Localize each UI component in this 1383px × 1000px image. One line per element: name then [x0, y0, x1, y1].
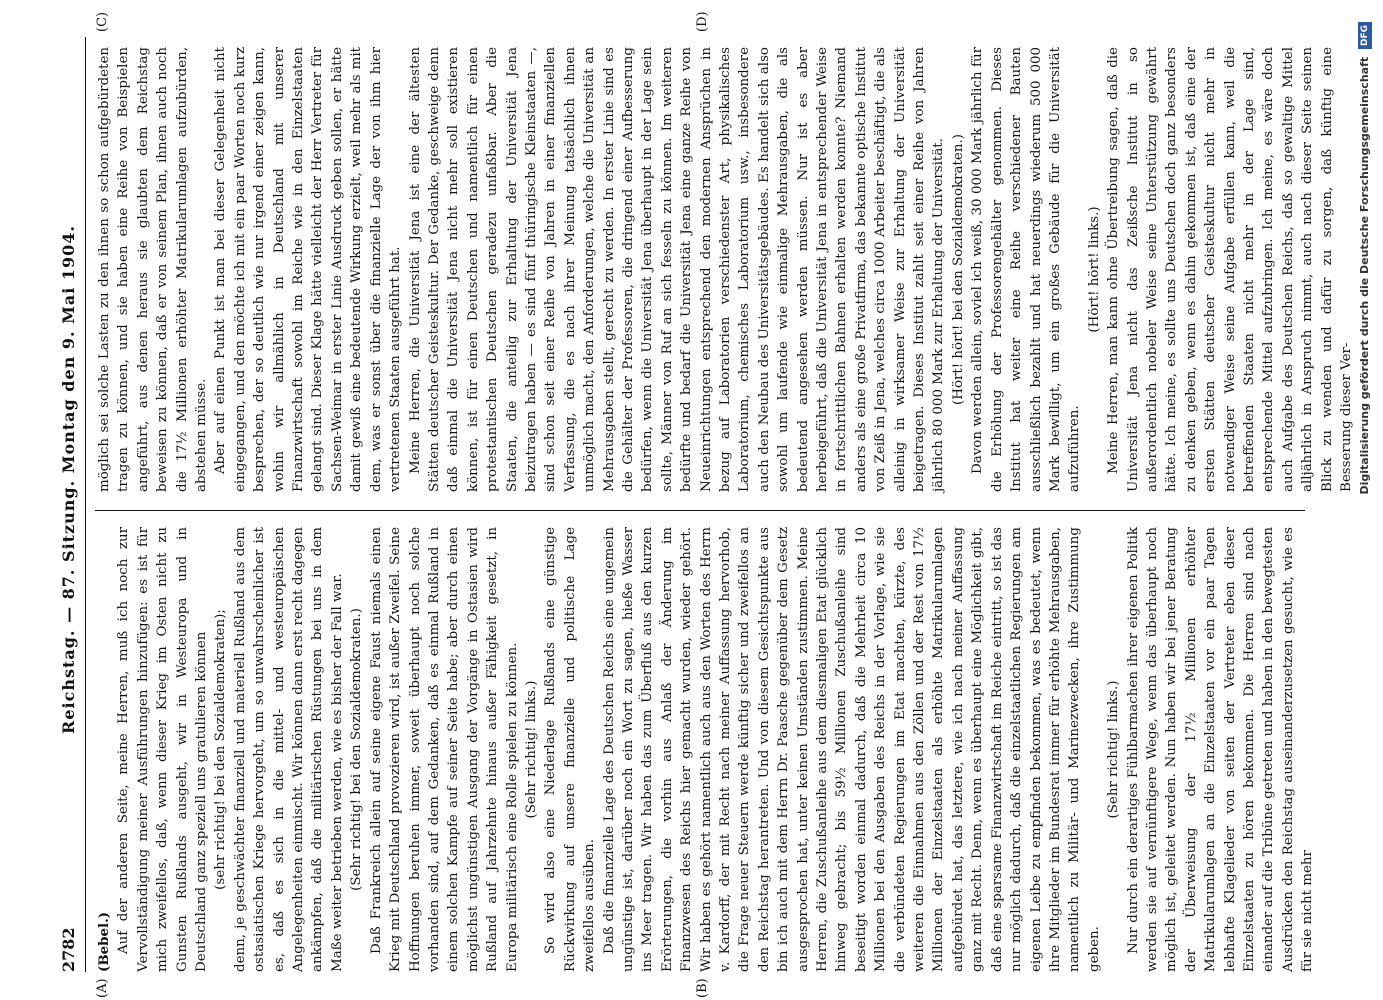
running-header: [55, 37, 83, 972]
interjection: (Hört! hört! bei den Sozialdemokraten.): [950, 134, 966, 405]
margin-letter-a: (A): [95, 978, 110, 998]
interjection: (Sehr richtig! links.): [1106, 680, 1122, 819]
page-number: 2782: [59, 927, 78, 972]
header-rule: [85, 37, 86, 972]
paragraph: Aber auf einen Punkt ist man bei dieser Gelegenheit nicht eingegangen, und den möchte ich mit ein paar Worten noch kurz besprechen, der so deutlich wie nur irgend einer zeigen kann, wohin wir allmählich in Deutschland mit unserer Finanzwirtschaft sowohl im Reiche wie in den Einzelstaaten gelangt sind. Dieser Klage hätte vielleicht der Herr Vertreter für Sachsen-Weimar in erster Linie Ausdruck geben sollen, er hätte damit gewiß eine bedeutende Wirkung erzielt, weil mehr als mit dem, was er sonst über die finanzielle Lage der von ihm hier vertretenen Staaten ausgeführt hat.: [213, 47, 404, 492]
paragraph: Auf der anderen Seite, meine Herren, muß ich noch zur Vervollständigung meiner Ausführungen hinzufügen: es ist für mich zweifellos, daß, wenn dieser Krieg im Osten nicht zu Gunsten Rußlands ausgeht, wir in Westeuropa und in Deutschland ganz speziell uns gratulieren können: [116, 527, 210, 972]
dfg-logo: DFG: [1358, 22, 1372, 49]
paragraph: Daß die finanzielle Lage des Deutschen Reichs eine ungemein ungünstige ist, darüber noch ein Wort zu sagen, hieße Wasser ins Meer tragen. Wir haben das zum Überfluß aus den kurzen Erörterungen, die vorhin aus Anlaß der Änderung im Finanzwesen des Reichs hier gemacht wurden, wieder gehört. Wir haben es gehört namentlich auch aus den Worten des Herrn v. Kardorff, der mit Recht nach meiner Auffassung hervorhob, die Frage neuer Steuern werde künftig sicher und zweifellos an den Reichstag herantreten. Und von diesem Gesichtspunkte aus bin ich auch mit dem Herrn Dr. Paasche gegenüber dem Gesetz ausgesprochen hat, unter keinen Umständen zustimmen. Meine Herren, die Zuschußanleihe aus dem diesmaligen Etat glücklich hinweg gebracht; bis 59½ Millionen Zuschußanleihe sind beseitigt worden einmal dadurch, daß die Mehrheit circa 10 Millionen bei den Ausgaben des Reichs in der Vorlage, wie sie die verbündeten Regierungen im Etat machten, kürzte, des weiteren die Einnahmen aus den Zöllen und der Rest von 17½ Millionen der Einzelstaaten als erhöhte Matrikularumlagen aufgebürdet hat, das letztere, wie ich nach meiner Auffassung ganz mit Recht. Denn, wenn es überhaupt eine Möglichkeit gibt, daß eine sparsame Finanzwirtschaft im Reiche eintritt, so ist das nur möglich dadurch, daß die einzelstaatlichen Regierungen am eigenen Leibe zu empfinden bekommen, was es bedeutet, wenn ihre Mitglieder im Bundesrat immer für erhöhte Mehrausgaben, namentlich zu Militär- und Marinezwecken, ihre Zustimmung geben.: [601, 527, 1102, 972]
margin-letter-d: (D): [695, 11, 710, 32]
speaker-label: (Bebel.): [96, 911, 112, 972]
interjection: (Hört! hört! links.): [1086, 206, 1102, 333]
funding-text: Digitalisierung gefördert durch die Deutsche Forschungsgemeinschaft: [1358, 56, 1371, 495]
paragraph: Meine Herren, die Universität Jena ist eine der ältesten Stätten deutscher Geisteskultur. Der Gedanke, geschweige denn daß einmal die Universität Jena nicht mehr soll existieren können, ist für einen Deutschen und namentlich für einen protestantischen Deutschen geradezu unfaßbar. Aber die Staaten, die anteilig zur Erhaltung der Universität Jena beizutragen haben — es sind fünf thüringische Kleinstaaten —, sind schon seit einer Reihe von Jahren in einer finanziellen Verfassung, die es nach ihrer Meinung tatsächlich ihnen unmöglich macht, den Anforderungen, welche die Universität an Mehrausgaben stellt, gerecht zu werden. In erster Linie sind es die Gehälter der Professoren, die dringend einer Aufbesserung bedürfen, wenn die Universität Jena überhaupt in der Lage sein sollte, Männer von Ruf an sich fesseln zu können. Im weiteren bedürfte und bedarf die Universität Jena eine ganze Reihe von Neueinrichtungen entsprechend den modernen Ansprüchen in bezug auf Laboratorien verschiedenster Art, physikalisches Laboratorium, chemisches Laboratorium usw., insbesondere auch den Neubau des Universitätsgebäudes. Es handelt sich also sowohl um laufende wie einmalige Mehrausgaben, die als bedeutend angesehen werden müssen. Nur ist es aber herbeigeführt, daß die Universität Jena in entsprechender Weise in fortschrittlichen Bahnen erhalten werden konnte? Niemand anders als eine große Privatfirma, das bekannte optische Institut von Zeiß in Jena, welches circa 1000 Arbeiter beschäftigt, die als alleinig in wirksamer Weise zur Erhaltung der Universität beigetragen. Dieses Institut zahlt seit einer Reihe von Jahren jährlich 80 000 Mark zur Erhaltung der Universität.: [407, 47, 947, 492]
page-title: Reichstag. — 87. Sitzung. Montag den 9. Mai 1904.: [59, 225, 78, 734]
right-column: [95, 47, 1354, 492]
interjection: (Sehr richtig! links.): [523, 680, 539, 819]
paragraph: Daß Frankreich allein auf seine eigene Faust niemals einen Krieg mit Deutschland provozieren wird, ist außer Zweifel. Seine Hoffnungen beruhen immer, soweit überhaupt noch solche vorhanden sind, auf dem Gedanken, daß es einmal Rußland in einem solchen Kampfe auf seiner Seite habe; aber durch einen möglichst ungünstigen Ausgang der Vorgänge in Ostasien wird Rußland auf Jahrzehnte hinaus außer Fähigkeit gesetzt, in Europa militärisch eine Rolle spielen zu können.: [368, 527, 520, 972]
funding-note: [1354, 22, 1376, 982]
interjection: (sehr richtig! bei den Sozialdemokraten);: [213, 609, 229, 890]
paragraph: So wird also eine Niederlage Rußlands eine günstige Rückwirkung auf unsere finanzielle und politische Lage zweifellos ausüben.: [543, 527, 598, 972]
paragraph: Meine Herren, man kann ohne Übertreibung sagen, daß die Universität Jena nicht das Zeißsche Institut in so außerordentlich nobeler Weise seine Unterstützung gewährt hätte. Ich meine, es sollte uns Deutschen doch ganz besonders zu denken geben, wenn es dahin gekommen ist, daß eine der ersten Stätten deutscher Geisteskultur nicht mehr in notwendiger Weise seine Aufgabe erfüllen kann, weil die betreffenden Staaten nicht mehr in der Lage sind, entsprechende Mittel aufzubringen. Ich meine, es wäre doch auch Aufgabe des Deutschen Reichs, daß so gewaltige Mittel alljährlich in Anspruch nimmt, auch nach dieser Seite seinen Blick zu wenden und dafür zu sorgen, daß künftig eine Besserung dieser Ver-: [1106, 47, 1354, 492]
paragraph: möglich sei solche Lasten zu den ihnen so schon aufgebürdeten tragen zu können, und sie haben eine Reihe von Beispielen angeführt, aus denen heraus sie glaubten dem Reichstag beweisen zu können, daß er von seinem Plan, ihnen auch noch die 17½ Millionen erhöhter Matrikularumlagen aufzubürden, abstehen müsse.: [97, 47, 210, 492]
paragraph: Nur durch ein derartiges Fühlbarmachen ihrer eigenen Politik werden sie auf vernünftigere Wege, wenn das überhaupt noch möglich ist, geleitet werden. Nun haben wir bei jener Beratung der Überweisung der 17½ Millionen erhöhter Matrikularumlagen an die Einzelstaaten vor ein paar Tagen lebhafte Klagelieder von seiten der Vertreter eben dieser Einzelstaaten zu hören bekommen. Die Herren sind nach einander auf die Tribüne getreten und haben in den bewegtesten Ausdrücken den Reichstag auseinanderzusetzen gesucht, wie es für sie nicht mehr: [1125, 527, 1316, 972]
margin-letter-c: (C): [95, 11, 110, 32]
paragraph: denn, je geschwächter finanziell und materiell Rußland aus dem ostasiatischen Kriege hervorgeht, um so unwahrscheinlicher ist es, daß es sich in die mittel- und westeuropäischen Angelegenheiten einmischt. Wir können dann erst recht dagegen ankämpfen, daß die militärischen Rüstungen bei uns in dem Maße weiter betrieben werden, wie es bisher der Fall war.: [232, 527, 345, 972]
column-divider: [95, 510, 1305, 511]
left-column: [95, 527, 1316, 972]
paragraph: Davon werden allein, soviel ich weiß, 30 000 Mark jährlich für die Erhöhung der Professorengehälter genommen. Dieses Institut hat weiter eine Reihe verschiedener Bauten ausschließlich bezahlt und hat neuerdings wiederum 500 000 Mark bewilligt, um ein großes Gebäude für die Universität aufzuführen.: [970, 47, 1083, 492]
interjection: (Sehr richtig! bei den Sozialdemokraten.): [349, 608, 365, 891]
margin-letter-b: (B): [695, 978, 710, 998]
page-body: [55, 11, 1354, 998]
